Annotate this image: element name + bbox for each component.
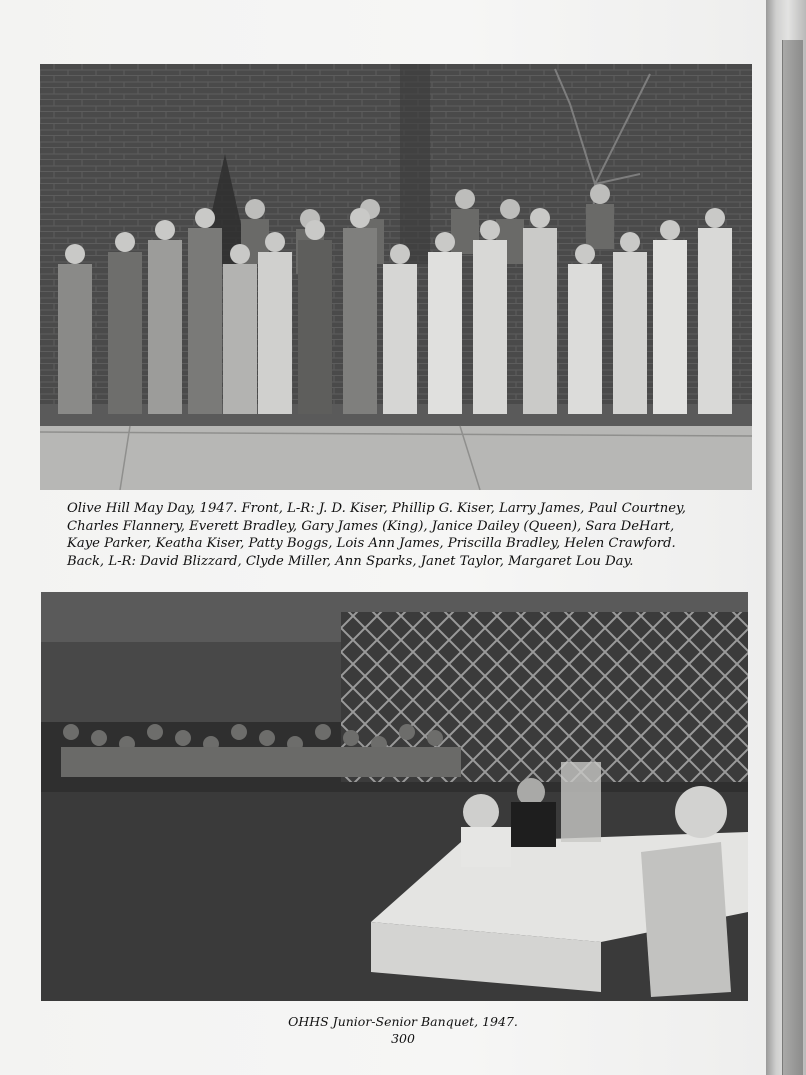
child-figure [698, 208, 732, 414]
child-figure [258, 232, 292, 414]
child-figure [428, 232, 462, 414]
child-figure [523, 208, 557, 414]
diner-figure [427, 730, 443, 746]
child-figure [383, 244, 417, 414]
caption-line: Back, L-R: David Blizzard, Clyde Miller, Ann Sparks, Janet Taylor, Margaret Lou Day. [67, 553, 634, 569]
child-figure [343, 208, 377, 414]
diner-figure [147, 724, 163, 740]
may-day-caption [67, 500, 767, 570]
child-figure [653, 220, 687, 414]
caption-line: Kaye Parker, Keatha Kiser, Patty Boggs, Lois Ann James, Priscilla Bradley, Helen Crawford. [67, 536, 676, 551]
child-figure [58, 244, 92, 414]
page-number: 300 [391, 1031, 415, 1046]
diner-figure [259, 730, 275, 746]
child-figure [473, 220, 507, 414]
caption-line: Charles Flannery, Everett Bradley, Gary James (King), Janice Dailey (Queen), Sara DeHart, [67, 518, 675, 534]
diner-figure [91, 730, 107, 746]
child-figure [568, 244, 602, 414]
child-figure [298, 220, 332, 414]
diner-figure [399, 724, 415, 740]
caption-line: Olive Hill May Day, 1947. Front, L-R: J. D. Kiser, Phillip G. Kiser, Larry James, Paul Courtney, [67, 501, 686, 516]
diner-figure [63, 724, 79, 740]
back-table [61, 747, 461, 777]
diner-figure [175, 730, 191, 746]
child-figure [148, 220, 182, 414]
child-figure [613, 232, 647, 414]
may-day-photo [40, 64, 752, 490]
diner-figure [343, 730, 359, 746]
diner-figure [231, 724, 247, 740]
diner-figure [315, 724, 331, 740]
child-figure [223, 244, 257, 414]
banquet-photo [41, 592, 748, 1001]
child-figure [188, 208, 222, 414]
book-spine-edge [782, 40, 803, 1075]
child-figure [586, 184, 614, 249]
child-figure [108, 232, 142, 414]
banquet-caption: OHHS Junior-Senior Banquet, 1947. [288, 1014, 518, 1029]
